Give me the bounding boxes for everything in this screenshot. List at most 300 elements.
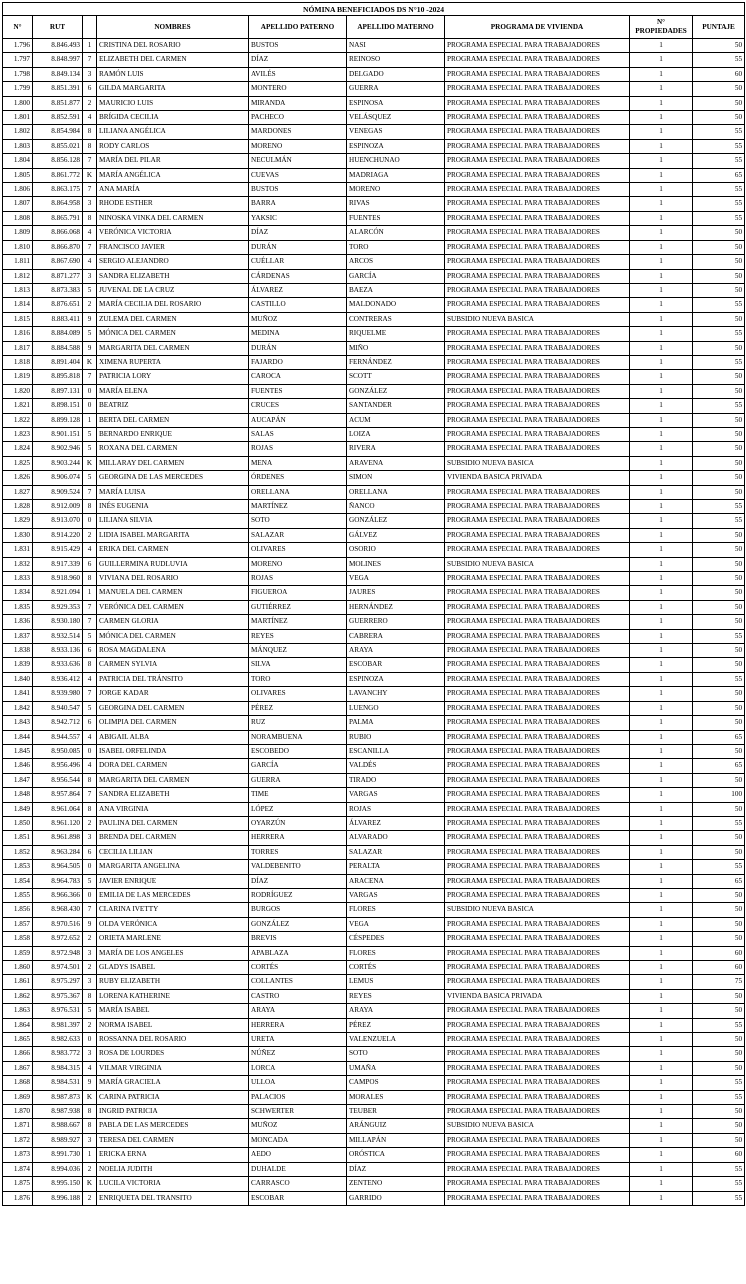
table-row	[3, 802, 745, 816]
cell-row-number: 1.810	[3, 240, 33, 254]
cell-properties-count: 1	[630, 975, 693, 989]
table-row	[3, 961, 745, 975]
cell-maternal-surname: VEGA	[347, 917, 445, 931]
table-row	[3, 1090, 745, 1104]
cell-row-number: 1.834	[3, 586, 33, 600]
cell-housing-program: PROGRAMA ESPECIAL PARA TRABAJADORES	[445, 528, 630, 542]
cell-rut-dv: 5	[83, 629, 97, 643]
cell-score: 50	[693, 989, 745, 1003]
cell-row-number: 1.867	[3, 1061, 33, 1075]
cell-names: SERGIO ALEJANDRO	[97, 255, 249, 269]
cell-row-number: 1.796	[3, 39, 33, 53]
cell-rut: 8.851.877	[33, 96, 83, 110]
cell-paternal-surname: PACHECO	[249, 111, 347, 125]
table-row	[3, 874, 745, 888]
cell-rut-dv: 0	[83, 384, 97, 398]
cell-row-number: 1.855	[3, 888, 33, 902]
cell-rut: 8.866.870	[33, 240, 83, 254]
cell-names: NOELIA JUDITH	[97, 1162, 249, 1176]
cell-paternal-surname: OLIVARES	[249, 543, 347, 557]
cell-names: LORENA KATHERINE	[97, 989, 249, 1003]
cell-row-number: 1.872	[3, 1133, 33, 1147]
cell-rut-dv: 1	[83, 586, 97, 600]
cell-paternal-surname: TIME	[249, 788, 347, 802]
cell-row-number: 1.826	[3, 471, 33, 485]
cell-row-number: 1.862	[3, 989, 33, 1003]
cell-rut: 8.856.128	[33, 154, 83, 168]
table-row	[3, 1061, 745, 1075]
col-header-paternal-surname: APELLIDO PATERNO	[249, 16, 347, 39]
cell-row-number: 1.818	[3, 355, 33, 369]
cell-paternal-surname: CORTÉS	[249, 961, 347, 975]
cell-rut-dv: 4	[83, 543, 97, 557]
cell-paternal-surname: SALAS	[249, 427, 347, 441]
table-row	[3, 888, 745, 902]
cell-rut: 8.972.948	[33, 946, 83, 960]
cell-rut: 8.994.036	[33, 1162, 83, 1176]
cell-paternal-surname: AUCAPÁN	[249, 413, 347, 427]
cell-rut: 8.906.074	[33, 471, 83, 485]
cell-rut-dv: 8	[83, 125, 97, 139]
cell-housing-program: PROGRAMA ESPECIAL PARA TRABAJADORES	[445, 716, 630, 730]
cell-score: 50	[693, 413, 745, 427]
cell-rut: 8.883.411	[33, 312, 83, 326]
cell-properties-count: 1	[630, 543, 693, 557]
cell-paternal-surname: MONTERO	[249, 82, 347, 96]
cell-paternal-surname: COLLANTES	[249, 975, 347, 989]
cell-rut-dv: K	[83, 456, 97, 470]
cell-row-number: 1.866	[3, 1047, 33, 1061]
table-row	[3, 1018, 745, 1032]
cell-rut-dv: 9	[83, 312, 97, 326]
cell-names: CLARINA IVETTY	[97, 903, 249, 917]
cell-row-number: 1.858	[3, 932, 33, 946]
cell-rut-dv: 3	[83, 269, 97, 283]
cell-maternal-surname: FLORES	[347, 946, 445, 960]
cell-rut: 8.991.730	[33, 1148, 83, 1162]
cell-rut-dv: 8	[83, 773, 97, 787]
cell-row-number: 1.859	[3, 946, 33, 960]
table-row	[3, 615, 745, 629]
cell-housing-program: PROGRAMA ESPECIAL PARA TRABAJADORES	[445, 845, 630, 859]
document-title: NÓMINA BENEFICIADOS DS N°10 -2024	[3, 3, 745, 16]
cell-rut: 8.956.544	[33, 773, 83, 787]
table-row	[3, 788, 745, 802]
cell-row-number: 1.807	[3, 197, 33, 211]
cell-row-number: 1.833	[3, 572, 33, 586]
cell-paternal-surname: MONCADA	[249, 1133, 347, 1147]
cell-paternal-surname: HERRERA	[249, 1018, 347, 1032]
cell-paternal-surname: BREVIS	[249, 932, 347, 946]
cell-score: 60	[693, 1148, 745, 1162]
cell-row-number: 1.825	[3, 456, 33, 470]
cell-score: 50	[693, 39, 745, 53]
cell-row-number: 1.815	[3, 312, 33, 326]
cell-properties-count: 1	[630, 946, 693, 960]
table-row	[3, 111, 745, 125]
cell-properties-count: 1	[630, 831, 693, 845]
table-row	[3, 1033, 745, 1047]
cell-row-number: 1.871	[3, 1119, 33, 1133]
cell-rut-dv: 4	[83, 255, 97, 269]
cell-names: PATRICIA LORY	[97, 370, 249, 384]
cell-rut-dv: 3	[83, 831, 97, 845]
cell-score: 50	[693, 802, 745, 816]
cell-housing-program: PROGRAMA ESPECIAL PARA TRABAJADORES	[445, 788, 630, 802]
table-row	[3, 283, 745, 297]
cell-properties-count: 1	[630, 125, 693, 139]
cell-names: OLIMPIA DEL CARMEN	[97, 716, 249, 730]
cell-names: PAULINA DEL CARMEN	[97, 816, 249, 830]
cell-names: CECILIA LILIAN	[97, 845, 249, 859]
cell-score: 55	[693, 183, 745, 197]
cell-score: 65	[693, 730, 745, 744]
cell-maternal-surname: VALDÉS	[347, 759, 445, 773]
cell-properties-count: 1	[630, 586, 693, 600]
table-row	[3, 903, 745, 917]
cell-names: BEATRIZ	[97, 399, 249, 413]
cell-names: JORGE KADAR	[97, 687, 249, 701]
cell-properties-count: 1	[630, 1148, 693, 1162]
cell-score: 50	[693, 1061, 745, 1075]
col-header-dv	[83, 16, 97, 39]
cell-score: 50	[693, 831, 745, 845]
cell-names: JAVIER ENRIQUE	[97, 874, 249, 888]
cell-rut: 8.956.496	[33, 759, 83, 773]
cell-housing-program: PROGRAMA ESPECIAL PARA TRABAJADORES	[445, 399, 630, 413]
cell-housing-program: PROGRAMA ESPECIAL PARA TRABAJADORES	[445, 629, 630, 643]
cell-paternal-surname: AVILÉS	[249, 67, 347, 81]
cell-rut: 8.914.220	[33, 528, 83, 542]
cell-paternal-surname: MORENO	[249, 557, 347, 571]
cell-maternal-surname: MORALES	[347, 1090, 445, 1104]
cell-properties-count: 1	[630, 572, 693, 586]
cell-maternal-surname: VENEGAS	[347, 125, 445, 139]
table-row	[3, 586, 745, 600]
cell-names: VERÓNICA VICTORIA	[97, 226, 249, 240]
cell-rut: 8.939.980	[33, 687, 83, 701]
cell-maternal-surname: GUERRERO	[347, 615, 445, 629]
cell-rut-dv: 3	[83, 1047, 97, 1061]
cell-paternal-surname: AEDO	[249, 1148, 347, 1162]
cell-housing-program: PROGRAMA ESPECIAL PARA TRABAJADORES	[445, 341, 630, 355]
cell-score: 50	[693, 255, 745, 269]
cell-housing-program: PROGRAMA ESPECIAL PARA TRABAJADORES	[445, 370, 630, 384]
cell-rut-dv: 6	[83, 845, 97, 859]
cell-row-number: 1.839	[3, 658, 33, 672]
cell-row-number: 1.799	[3, 82, 33, 96]
cell-paternal-surname: CUEVAS	[249, 168, 347, 182]
cell-housing-program: PROGRAMA ESPECIAL PARA TRABAJADORES	[445, 802, 630, 816]
cell-rut-dv: 4	[83, 226, 97, 240]
cell-row-number: 1.845	[3, 744, 33, 758]
cell-paternal-surname: ULLOA	[249, 1076, 347, 1090]
cell-score: 50	[693, 312, 745, 326]
cell-rut: 8.855.021	[33, 139, 83, 153]
cell-properties-count: 1	[630, 154, 693, 168]
cell-paternal-surname: ESCOBAR	[249, 1191, 347, 1205]
cell-rut-dv: 3	[83, 67, 97, 81]
table-row	[3, 716, 745, 730]
cell-score: 60	[693, 67, 745, 81]
cell-properties-count: 1	[630, 701, 693, 715]
table-row	[3, 1004, 745, 1018]
cell-names: VIVIANA DEL ROSARIO	[97, 572, 249, 586]
cell-paternal-surname: GONZÁLEZ	[249, 917, 347, 931]
cell-rut-dv: 8	[83, 500, 97, 514]
cell-housing-program: PROGRAMA ESPECIAL PARA TRABAJADORES	[445, 240, 630, 254]
cell-rut-dv: 3	[83, 1133, 97, 1147]
cell-rut-dv: 6	[83, 82, 97, 96]
cell-maternal-surname: MIÑO	[347, 341, 445, 355]
cell-row-number: 1.838	[3, 644, 33, 658]
table-row	[3, 82, 745, 96]
cell-names: BERNARDO ENRIQUE	[97, 427, 249, 441]
cell-names: ERIKA DEL CARMEN	[97, 543, 249, 557]
table-row	[3, 471, 745, 485]
cell-paternal-surname: MORENO	[249, 139, 347, 153]
cell-rut: 8.854.984	[33, 125, 83, 139]
cell-paternal-surname: BURGOS	[249, 903, 347, 917]
cell-rut-dv: K	[83, 168, 97, 182]
cell-score: 50	[693, 427, 745, 441]
cell-names: RHODE ESTHER	[97, 197, 249, 211]
cell-rut-dv: 5	[83, 427, 97, 441]
cell-rut: 8.873.383	[33, 283, 83, 297]
cell-names: RAMÓN LUIS	[97, 67, 249, 81]
cell-maternal-surname: ESPINOZA	[347, 139, 445, 153]
cell-paternal-surname: DÍAZ	[249, 53, 347, 67]
cell-row-number: 1.812	[3, 269, 33, 283]
cell-housing-program: PROGRAMA ESPECIAL PARA TRABAJADORES	[445, 485, 630, 499]
cell-housing-program: PROGRAMA ESPECIAL PARA TRABAJADORES	[445, 888, 630, 902]
cell-maternal-surname: REINOSO	[347, 53, 445, 67]
cell-properties-count: 1	[630, 139, 693, 153]
cell-names: ENRIQUETA DEL TRANSITO	[97, 1191, 249, 1205]
cell-rut: 8.898.151	[33, 399, 83, 413]
cell-paternal-surname: MENA	[249, 456, 347, 470]
cell-housing-program: PROGRAMA ESPECIAL PARA TRABAJADORES	[445, 946, 630, 960]
cell-housing-program: PROGRAMA ESPECIAL PARA TRABAJADORES	[445, 442, 630, 456]
cell-rut-dv: 0	[83, 888, 97, 902]
cell-score: 50	[693, 1033, 745, 1047]
cell-maternal-surname: ALARCÓN	[347, 226, 445, 240]
cell-paternal-surname: SCHWERTER	[249, 1105, 347, 1119]
cell-paternal-surname: MEDINA	[249, 327, 347, 341]
cell-maternal-surname: CAMPOS	[347, 1076, 445, 1090]
cell-maternal-surname: VARGAS	[347, 888, 445, 902]
cell-names: MARÍA ELENA	[97, 384, 249, 398]
cell-names: MILLARAY DEL CARMEN	[97, 456, 249, 470]
cell-housing-program: PROGRAMA ESPECIAL PARA TRABAJADORES	[445, 759, 630, 773]
cell-rut: 8.944.557	[33, 730, 83, 744]
cell-paternal-surname: MUÑOZ	[249, 1119, 347, 1133]
cell-housing-program: PROGRAMA ESPECIAL PARA TRABAJADORES	[445, 975, 630, 989]
cell-maternal-surname: ALVARADO	[347, 831, 445, 845]
cell-maternal-surname: TEUBER	[347, 1105, 445, 1119]
cell-housing-program: PROGRAMA ESPECIAL PARA TRABAJADORES	[445, 917, 630, 931]
cell-score: 55	[693, 1177, 745, 1191]
cell-maternal-surname: TIRADO	[347, 773, 445, 787]
cell-score: 50	[693, 687, 745, 701]
cell-names: CARMEN GLORIA	[97, 615, 249, 629]
cell-names: CRISTINA DEL ROSARIO	[97, 39, 249, 53]
cell-housing-program: PROGRAMA ESPECIAL PARA TRABAJADORES	[445, 255, 630, 269]
cell-names: ROSA MAGDALENA	[97, 644, 249, 658]
cell-rut: 8.912.009	[33, 500, 83, 514]
cell-names: PATRICIA DEL TRÁNSITO	[97, 672, 249, 686]
table-row	[3, 816, 745, 830]
cell-rut: 8.974.501	[33, 961, 83, 975]
cell-rut-dv: 7	[83, 485, 97, 499]
cell-score: 65	[693, 168, 745, 182]
cell-rut: 8.940.547	[33, 701, 83, 715]
cell-maternal-surname: HUENCHUNAO	[347, 154, 445, 168]
cell-housing-program: PROGRAMA ESPECIAL PARA TRABAJADORES	[445, 53, 630, 67]
cell-score: 55	[693, 1162, 745, 1176]
cell-rut-dv: 0	[83, 744, 97, 758]
cell-score: 50	[693, 716, 745, 730]
cell-maternal-surname: VALENZUELA	[347, 1033, 445, 1047]
cell-housing-program: PROGRAMA ESPECIAL PARA TRABAJADORES	[445, 1061, 630, 1075]
cell-names: SANDRA ELIZABETH	[97, 269, 249, 283]
cell-properties-count: 1	[630, 1191, 693, 1205]
table-row	[3, 370, 745, 384]
cell-housing-program: PROGRAMA ESPECIAL PARA TRABAJADORES	[445, 211, 630, 225]
cell-score: 50	[693, 586, 745, 600]
cell-row-number: 1.875	[3, 1177, 33, 1191]
cell-maternal-surname: CABRERA	[347, 629, 445, 643]
cell-rut: 8.957.864	[33, 788, 83, 802]
cell-paternal-surname: MIRANDA	[249, 96, 347, 110]
cell-paternal-surname: LÓPEZ	[249, 802, 347, 816]
cell-maternal-surname: SOTO	[347, 1047, 445, 1061]
cell-housing-program: PROGRAMA ESPECIAL PARA TRABAJADORES	[445, 572, 630, 586]
cell-rut-dv: 5	[83, 471, 97, 485]
cell-score: 55	[693, 53, 745, 67]
cell-rut-dv: 9	[83, 1076, 97, 1090]
cell-names: BRÍGIDA CECILIA	[97, 111, 249, 125]
cell-paternal-surname: NECULMÁN	[249, 154, 347, 168]
col-header-names: NOMBRES	[97, 16, 249, 39]
cell-housing-program: PROGRAMA ESPECIAL PARA TRABAJADORES	[445, 1090, 630, 1104]
cell-score: 55	[693, 629, 745, 643]
cell-rut: 8.961.064	[33, 802, 83, 816]
cell-names: MARÍA ISABEL	[97, 1004, 249, 1018]
cell-housing-program: PROGRAMA ESPECIAL PARA TRABAJADORES	[445, 283, 630, 297]
cell-row-number: 1.802	[3, 125, 33, 139]
cell-score: 50	[693, 96, 745, 110]
cell-names: FRANCISCO JAVIER	[97, 240, 249, 254]
cell-maternal-surname: ARÁNGUIZ	[347, 1119, 445, 1133]
cell-score: 50	[693, 283, 745, 297]
cell-paternal-surname: MUÑOZ	[249, 312, 347, 326]
cell-rut: 8.846.493	[33, 39, 83, 53]
cell-rut: 8.964.783	[33, 874, 83, 888]
table-row	[3, 456, 745, 470]
cell-row-number: 1.820	[3, 384, 33, 398]
cell-row-number: 1.856	[3, 903, 33, 917]
cell-row-number: 1.840	[3, 672, 33, 686]
cell-properties-count: 1	[630, 226, 693, 240]
cell-housing-program: PROGRAMA ESPECIAL PARA TRABAJADORES	[445, 586, 630, 600]
cell-properties-count: 1	[630, 168, 693, 182]
cell-housing-program: PROGRAMA ESPECIAL PARA TRABAJADORES	[445, 125, 630, 139]
cell-names: ROSA DE LOURDES	[97, 1047, 249, 1061]
cell-properties-count: 1	[630, 989, 693, 1003]
cell-score: 50	[693, 1004, 745, 1018]
cell-housing-program: PROGRAMA ESPECIAL PARA TRABAJADORES	[445, 1133, 630, 1147]
cell-row-number: 1.868	[3, 1076, 33, 1090]
table-row	[3, 500, 745, 514]
cell-housing-program: PROGRAMA ESPECIAL PARA TRABAJADORES	[445, 860, 630, 874]
cell-rut: 8.936.412	[33, 672, 83, 686]
cell-score: 55	[693, 327, 745, 341]
cell-housing-program: VIVIENDA BASICA PRIVADA	[445, 989, 630, 1003]
cell-rut: 8.901.151	[33, 427, 83, 441]
cell-score: 50	[693, 456, 745, 470]
cell-score: 55	[693, 816, 745, 830]
table-row	[3, 860, 745, 874]
cell-maternal-surname: RIVAS	[347, 197, 445, 211]
cell-housing-program: PROGRAMA ESPECIAL PARA TRABAJADORES	[445, 1076, 630, 1090]
table-row	[3, 355, 745, 369]
cell-paternal-surname: LORCA	[249, 1061, 347, 1075]
cell-names: INÉS EUGENIA	[97, 500, 249, 514]
cell-properties-count: 1	[630, 961, 693, 975]
cell-maternal-surname: ARAYA	[347, 1004, 445, 1018]
cell-maternal-surname: SIMON	[347, 471, 445, 485]
cell-paternal-surname: FUENTES	[249, 384, 347, 398]
cell-row-number: 1.876	[3, 1191, 33, 1205]
cell-housing-program: PROGRAMA ESPECIAL PARA TRABAJADORES	[445, 932, 630, 946]
cell-rut: 8.968.430	[33, 903, 83, 917]
cell-housing-program: PROGRAMA ESPECIAL PARA TRABAJADORES	[445, 1162, 630, 1176]
cell-properties-count: 1	[630, 600, 693, 614]
cell-maternal-surname: REYES	[347, 989, 445, 1003]
cell-maternal-surname: ESPINOSA	[347, 96, 445, 110]
cell-paternal-surname: NORAMBUENA	[249, 730, 347, 744]
cell-names: SANDRA ELIZABETH	[97, 788, 249, 802]
cell-housing-program: PROGRAMA ESPECIAL PARA TRABAJADORES	[445, 96, 630, 110]
cell-names: CARINA PATRICIA	[97, 1090, 249, 1104]
cell-rut-dv: 7	[83, 903, 97, 917]
cell-rut-dv: 0	[83, 399, 97, 413]
cell-score: 50	[693, 572, 745, 586]
cell-properties-count: 1	[630, 298, 693, 312]
cell-paternal-surname: ROJAS	[249, 442, 347, 456]
cell-names: ANA VIRGINIA	[97, 802, 249, 816]
cell-paternal-surname: ÁLVAREZ	[249, 283, 347, 297]
cell-housing-program: PROGRAMA ESPECIAL PARA TRABAJADORES	[445, 384, 630, 398]
table-row	[3, 485, 745, 499]
cell-score: 50	[693, 557, 745, 571]
cell-score: 50	[693, 1119, 745, 1133]
cell-row-number: 1.819	[3, 370, 33, 384]
cell-housing-program: PROGRAMA ESPECIAL PARA TRABAJADORES	[445, 327, 630, 341]
cell-rut-dv: K	[83, 1177, 97, 1191]
cell-rut-dv: 0	[83, 514, 97, 528]
cell-row-number: 1.861	[3, 975, 33, 989]
cell-maternal-surname: ROJAS	[347, 802, 445, 816]
cell-properties-count: 1	[630, 816, 693, 830]
cell-properties-count: 1	[630, 485, 693, 499]
table-row	[3, 557, 745, 571]
cell-properties-count: 1	[630, 67, 693, 81]
cell-score: 55	[693, 860, 745, 874]
cell-score: 50	[693, 485, 745, 499]
cell-housing-program: PROGRAMA ESPECIAL PARA TRABAJADORES	[445, 1018, 630, 1032]
